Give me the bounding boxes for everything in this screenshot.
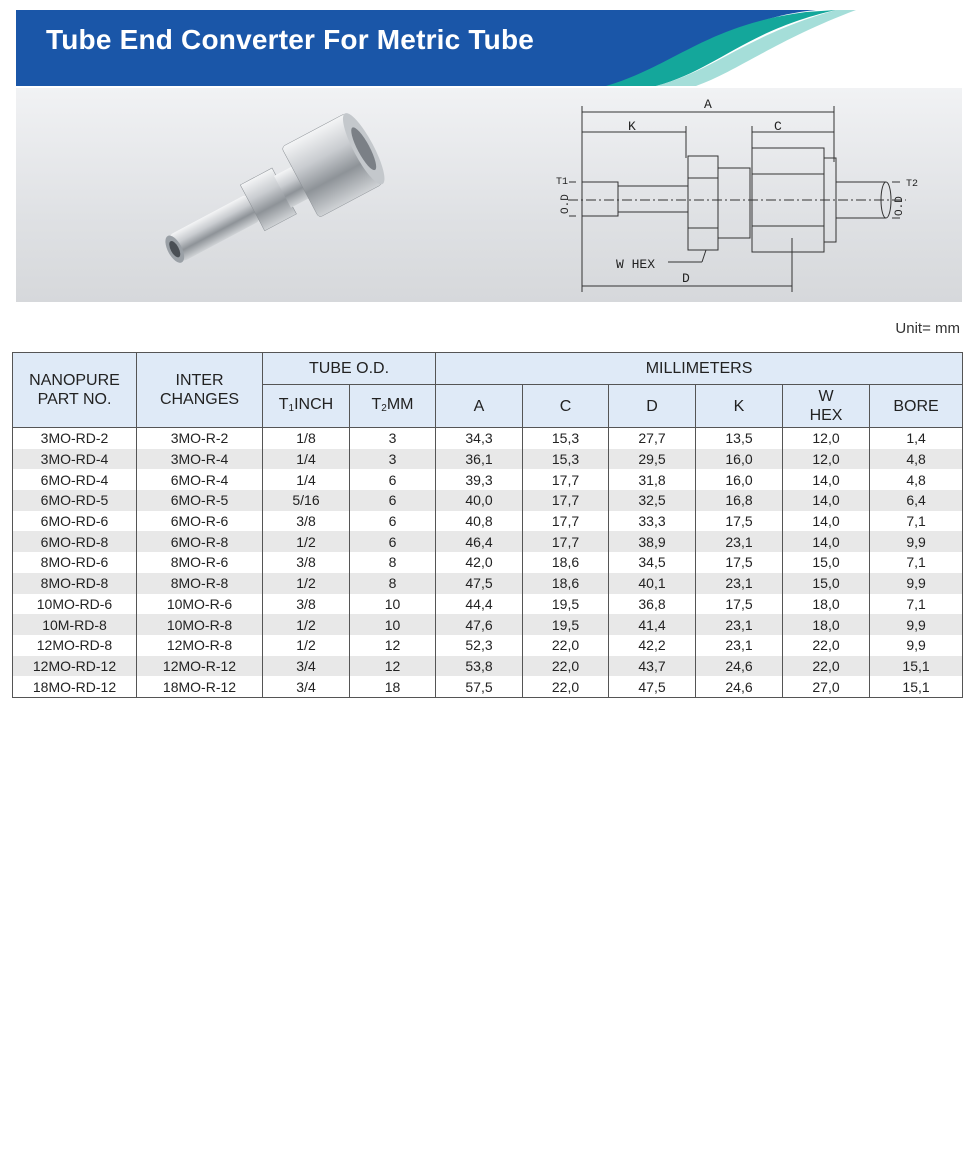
hero-graphics [16,88,962,302]
cell-bore: 1,4 [870,428,963,449]
cell-d: 33,3 [609,511,696,532]
cell-k: 23,1 [696,531,783,552]
cell-part-no: 12MO-RD-8 [13,635,137,656]
cell-w-hex: 18,0 [783,594,870,615]
cell-c: 17,7 [523,511,609,532]
cell-bore: 15,1 [870,676,963,697]
spec-table [12,352,963,698]
cell-t2-mm: 3 [350,428,436,449]
dim-label-t1: T1 [556,177,569,188]
cell-bore: 15,1 [870,656,963,677]
cell-inter: 10MO-R-8 [137,614,263,635]
cell-c: 19,5 [523,594,609,615]
cell-w-hex: 22,0 [783,656,870,677]
cell-d: 34,5 [609,552,696,573]
table-row [13,511,963,532]
cell-part-no: 10MO-RD-6 [13,594,137,615]
cell-d: 40,1 [609,573,696,594]
cell-a: 44,4 [436,594,523,615]
cell-a: 57,5 [436,676,523,697]
dim-label-t2: T2 [906,179,919,190]
cell-w-hex: 12,0 [783,428,870,449]
cell-part-no: 6MO-RD-6 [13,511,137,532]
cell-part-no: 6MO-RD-5 [13,490,137,511]
cell-a: 39,3 [436,469,523,490]
table-row [13,594,963,615]
cell-t1-inch: 5/16 [263,490,350,511]
cell-w-hex: 18,0 [783,614,870,635]
table-row [13,635,963,656]
cell-part-no: 6MO-RD-8 [13,531,137,552]
cell-bore: 7,1 [870,552,963,573]
cell-inter: 3MO-R-2 [137,428,263,449]
cell-w-hex: 27,0 [783,676,870,697]
table-row [13,676,963,697]
cell-t2-mm: 8 [350,573,436,594]
cell-k: 23,1 [696,635,783,656]
col-header-t2: $T_2MM$ [350,385,436,428]
table-row [13,573,963,594]
cell-w-hex: 15,0 [783,573,870,594]
cell-inter: 10MO-R-6 [137,594,263,615]
col-header-c: C [523,385,609,428]
cell-w-hex: 22,0 [783,635,870,656]
cell-c: 19,5 [523,614,609,635]
cell-k: 16,0 [696,449,783,470]
table-row [13,614,963,635]
page-title: Tube End Converter For Metric Tube [46,24,535,55]
table-row [13,552,963,573]
dim-label-d: D [682,271,690,286]
cell-k: 17,5 [696,594,783,615]
cell-k: 24,6 [696,676,783,697]
cell-part-no: 10M-RD-8 [13,614,137,635]
cell-k: 17,5 [696,552,783,573]
dim-label-od-right: O.D [894,196,906,216]
cell-d: 47,5 [609,676,696,697]
cell-c: 15,3 [523,428,609,449]
cell-w-hex: 14,0 [783,469,870,490]
cell-t1-inch: 1/8 [263,428,350,449]
col-header-d: D [609,385,696,428]
cell-c: 17,7 [523,531,609,552]
cell-t2-mm: 18 [350,676,436,697]
cell-inter: 8MO-R-6 [137,552,263,573]
cell-c: 17,7 [523,469,609,490]
col-header-w-hex: W HEX [783,385,870,428]
cell-t2-mm: 3 [350,449,436,470]
spec-table-body [13,428,963,698]
cell-bore: 7,1 [870,594,963,615]
cell-k: 23,1 [696,573,783,594]
cell-inter: 6MO-R-8 [137,531,263,552]
fitting-photo [150,109,392,288]
cell-a: 47,6 [436,614,523,635]
cell-d: 27,7 [609,428,696,449]
cell-inter: 6MO-R-4 [137,469,263,490]
cell-t2-mm: 6 [350,469,436,490]
cell-a: 52,3 [436,635,523,656]
cell-a: 40,0 [436,490,523,511]
cell-part-no: 12MO-RD-12 [13,656,137,677]
cell-t1-inch: 3/8 [263,511,350,532]
cell-part-no: 8MO-RD-6 [13,552,137,573]
cell-t1-inch: 1/2 [263,614,350,635]
cell-part-no: 6MO-RD-4 [13,469,137,490]
cell-w-hex: 14,0 [783,531,870,552]
cell-d: 41,4 [609,614,696,635]
cell-k: 17,5 [696,511,783,532]
cell-k: 16,0 [696,469,783,490]
dim-label-od-left: O.D [560,194,572,214]
cell-a: 34,3 [436,428,523,449]
col-header-bore: BORE [870,385,963,428]
cell-t1-inch: 3/4 [263,656,350,677]
cell-t2-mm: 6 [350,511,436,532]
cell-t2-mm: 8 [350,552,436,573]
table-row [13,469,963,490]
product-hero [16,88,962,302]
drawing-labels [556,97,918,286]
cell-c: 22,0 [523,676,609,697]
cell-inter: 18MO-R-12 [137,676,263,697]
cell-t2-mm: 6 [350,531,436,552]
cell-t1-inch: 3/8 [263,594,350,615]
cell-t2-mm: 12 [350,635,436,656]
cell-inter: 6MO-R-6 [137,511,263,532]
table-row [13,656,963,677]
table-row [13,428,963,449]
cell-a: 42,0 [436,552,523,573]
table-row [13,490,963,511]
cell-inter: 6MO-R-5 [137,490,263,511]
dim-label-a: A [704,97,712,112]
cell-t2-mm: 12 [350,656,436,677]
cell-w-hex: 12,0 [783,449,870,470]
cell-k: 23,1 [696,614,783,635]
cell-t1-inch: 1/2 [263,531,350,552]
cell-d: 31,8 [609,469,696,490]
cell-a: 47,5 [436,573,523,594]
cell-bore: 9,9 [870,531,963,552]
dim-label-c: C [774,119,782,134]
col-header-inter: INTER CHANGES [137,353,263,428]
cell-inter: 12MO-R-8 [137,635,263,656]
cell-c: 22,0 [523,656,609,677]
cell-w-hex: 14,0 [783,490,870,511]
unit-label: Unit= mm [895,320,960,337]
cell-t1-inch: 1/2 [263,573,350,594]
cell-inter: 8MO-R-8 [137,573,263,594]
cell-t2-mm: 6 [350,490,436,511]
cell-d: 36,8 [609,594,696,615]
cell-w-hex: 14,0 [783,511,870,532]
col-header-a: A [436,385,523,428]
cell-inter: 3MO-R-4 [137,449,263,470]
table-row [13,449,963,470]
table-row [13,531,963,552]
cell-c: 17,7 [523,490,609,511]
dim-label-whex: W HEX [616,257,656,272]
cell-d: 43,7 [609,656,696,677]
cell-bore: 4,8 [870,469,963,490]
cell-d: 32,5 [609,490,696,511]
cell-t2-mm: 10 [350,614,436,635]
cell-t1-inch: 1/4 [263,449,350,470]
cell-part-no: 3MO-RD-4 [13,449,137,470]
cell-c: 15,3 [523,449,609,470]
cell-t1-inch: 3/8 [263,552,350,573]
cell-a: 53,8 [436,656,523,677]
cell-bore: 9,9 [870,614,963,635]
cell-t1-inch: 1/2 [263,635,350,656]
cell-k: 13,5 [696,428,783,449]
cell-bore: 9,9 [870,573,963,594]
cell-d: 29,5 [609,449,696,470]
col-header-k: K [696,385,783,428]
cell-d: 42,2 [609,635,696,656]
cell-bore: 9,9 [870,635,963,656]
cell-c: 18,6 [523,552,609,573]
cell-part-no: 3MO-RD-2 [13,428,137,449]
cell-part-no: 8MO-RD-8 [13,573,137,594]
cell-bore: 6,4 [870,490,963,511]
cell-t1-inch: 3/4 [263,676,350,697]
cell-d: 38,9 [609,531,696,552]
col-header-millimeters: MILLIMETERS [436,353,963,385]
dim-label-k: K [628,119,636,134]
cell-bore: 7,1 [870,511,963,532]
cell-a: 36,1 [436,449,523,470]
cell-k: 24,6 [696,656,783,677]
cell-t2-mm: 10 [350,594,436,615]
cell-bore: 4,8 [870,449,963,470]
cell-t1-inch: 1/4 [263,469,350,490]
cell-a: 46,4 [436,531,523,552]
cell-c: 18,6 [523,573,609,594]
title-banner [16,10,962,86]
cell-c: 22,0 [523,635,609,656]
cell-a: 40,8 [436,511,523,532]
cell-inter: 12MO-R-12 [137,656,263,677]
col-header-tube-od: TUBE O.D. [263,353,436,385]
cell-w-hex: 15,0 [783,552,870,573]
cell-k: 16,8 [696,490,783,511]
col-header-t1: $T_1INCH$ [263,385,350,428]
col-header-part-no: NANOPURE PART NO. [13,353,137,428]
cell-part-no: 18MO-RD-12 [13,676,137,697]
